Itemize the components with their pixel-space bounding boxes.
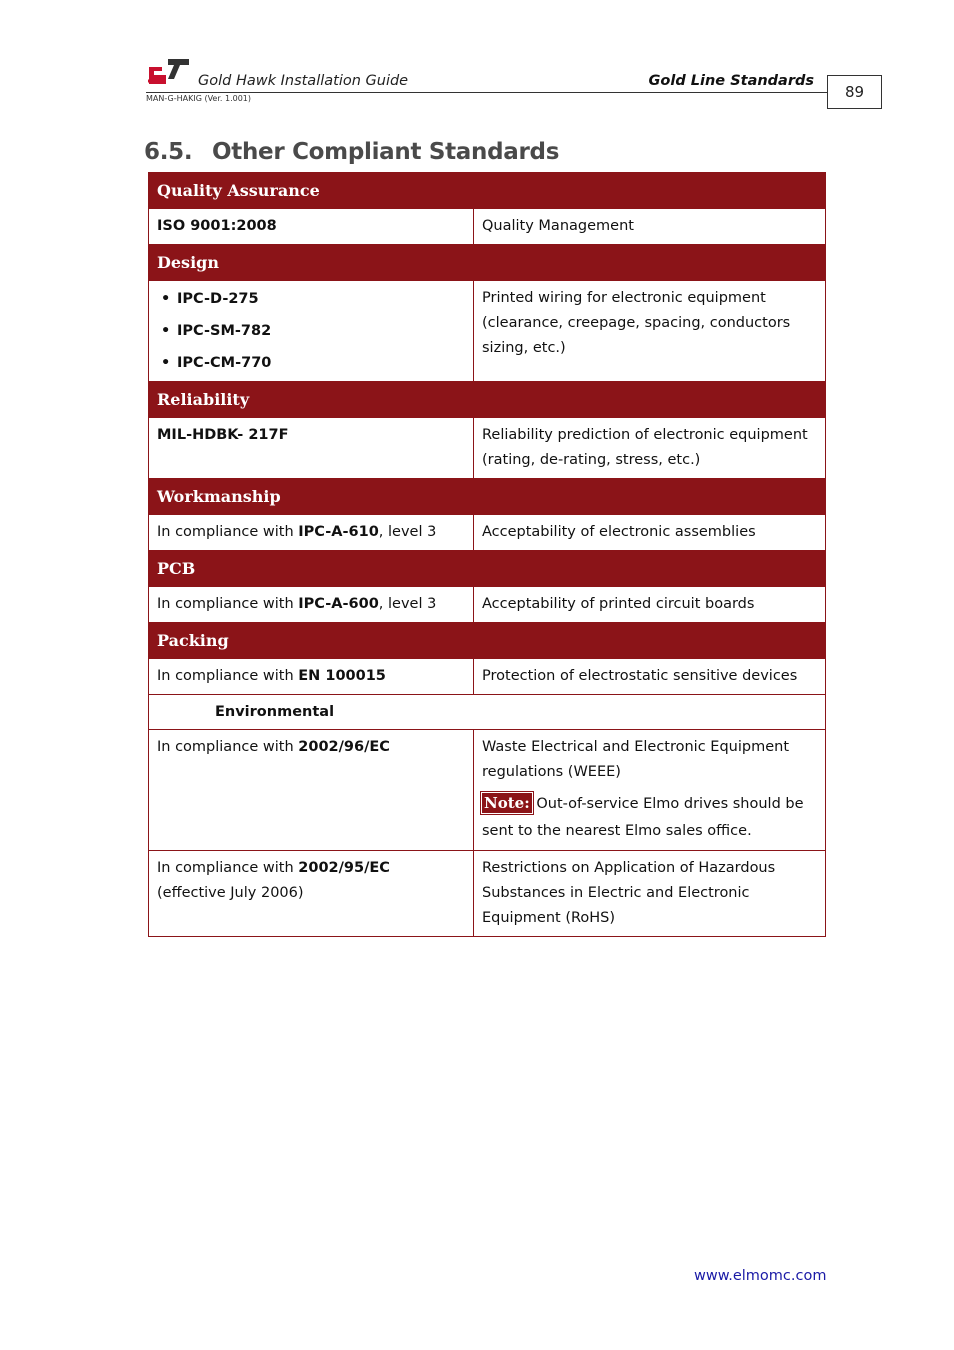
category-quality-assurance: Quality Assurance	[149, 173, 826, 209]
design-standards-list	[157, 283, 465, 379]
category-design: Design	[149, 245, 826, 281]
standard-cell	[149, 281, 474, 382]
standard-code: 2002/96/EC	[298, 739, 390, 755]
compliance-prefix: In compliance with	[157, 860, 299, 876]
list-item: • IPC-D-275	[177, 283, 465, 315]
description-cell: Protection of electrostatic sensitive devices	[474, 659, 826, 695]
table-row	[149, 281, 826, 382]
category-row	[149, 551, 826, 587]
note-text: Out-of-service Elmo drives should be sent to the nearest Elmo sales office.	[482, 796, 804, 839]
category-pcb: PCB	[149, 551, 826, 587]
standard-code: MIL-HDBK- 217F	[157, 427, 289, 443]
section-number: 6.5.	[144, 139, 193, 165]
description-cell: Acceptability of printed circuit boards	[474, 587, 826, 623]
compliance-prefix: In compliance with	[157, 739, 299, 755]
standard-cell	[149, 659, 474, 695]
table-row	[149, 730, 826, 851]
note	[482, 791, 817, 845]
compliance-prefix: In compliance with	[157, 524, 299, 540]
section-title: Other Compliant Standards	[212, 139, 560, 165]
description-cell: Restrictions on Application of Hazardous Substances in Electric and Electronic Equipment (RoHS)	[474, 851, 826, 937]
standard-code: ISO 9001:2008	[157, 218, 277, 234]
document-code: MAN-G-HAKIG (Ver. 1.001)	[146, 94, 252, 103]
standard-code: 2002/95/EC	[298, 860, 390, 876]
table-row	[149, 851, 826, 937]
header-section-name: Gold Line Standards	[648, 73, 814, 89]
standard-code: IPC-A-600	[298, 596, 379, 612]
standard-cell	[149, 851, 474, 937]
standard-cell	[149, 418, 474, 479]
list-item: • IPC-CM-770	[177, 347, 465, 379]
description-cell	[474, 730, 826, 851]
table-row	[149, 587, 826, 623]
category-workmanship: Workmanship	[149, 479, 826, 515]
standard-cell	[149, 587, 474, 623]
compliance-suffix: , level 3	[378, 524, 437, 540]
note-label: Note:	[484, 794, 530, 812]
category-row	[149, 479, 826, 515]
footer-website-link[interactable]: www.elmomc.com	[694, 1268, 827, 1284]
page-number: 89	[827, 75, 882, 109]
standard-cell	[149, 730, 474, 851]
table-row	[149, 515, 826, 551]
description-cell: Quality Management	[474, 209, 826, 245]
weee-description: Waste Electrical and Electronic Equipment regulations (WEEE)	[482, 739, 789, 780]
category-row	[149, 623, 826, 659]
list-item: • IPC-SM-782	[177, 315, 465, 347]
compliance-prefix: In compliance with	[157, 596, 299, 612]
category-row	[149, 245, 826, 281]
effective-date: (effective July 2006)	[157, 885, 304, 901]
table-row	[149, 209, 826, 245]
category-row	[149, 695, 826, 730]
elmo-logo	[146, 57, 190, 87]
category-reliability: Reliability	[149, 382, 826, 418]
standard-cell	[149, 209, 474, 245]
table-row	[149, 659, 826, 695]
description-cell: Printed wiring for electronic equipment (clearance, creepage, spacing, conductors sizing, etc.)	[474, 281, 826, 382]
category-packing: Packing	[149, 623, 826, 659]
category-row	[149, 382, 826, 418]
standard-code: IPC-A-610	[298, 524, 379, 540]
section-heading	[144, 139, 559, 165]
description-cell: Acceptability of electronic assemblies	[474, 515, 826, 551]
table-row	[149, 418, 826, 479]
standard-code: EN 100015	[298, 668, 386, 684]
compliance-prefix: In compliance with	[157, 668, 299, 684]
header-rule	[146, 92, 828, 93]
category-row	[149, 173, 826, 209]
guide-title: Gold Hawk Installation Guide	[198, 73, 409, 89]
standards-table	[148, 172, 826, 937]
standard-cell	[149, 515, 474, 551]
compliance-suffix: , level 3	[378, 596, 437, 612]
description-cell: Reliability prediction of electronic equipment (rating, de-rating, stress, etc.)	[474, 418, 826, 479]
category-environmental: Environmental	[149, 695, 826, 730]
